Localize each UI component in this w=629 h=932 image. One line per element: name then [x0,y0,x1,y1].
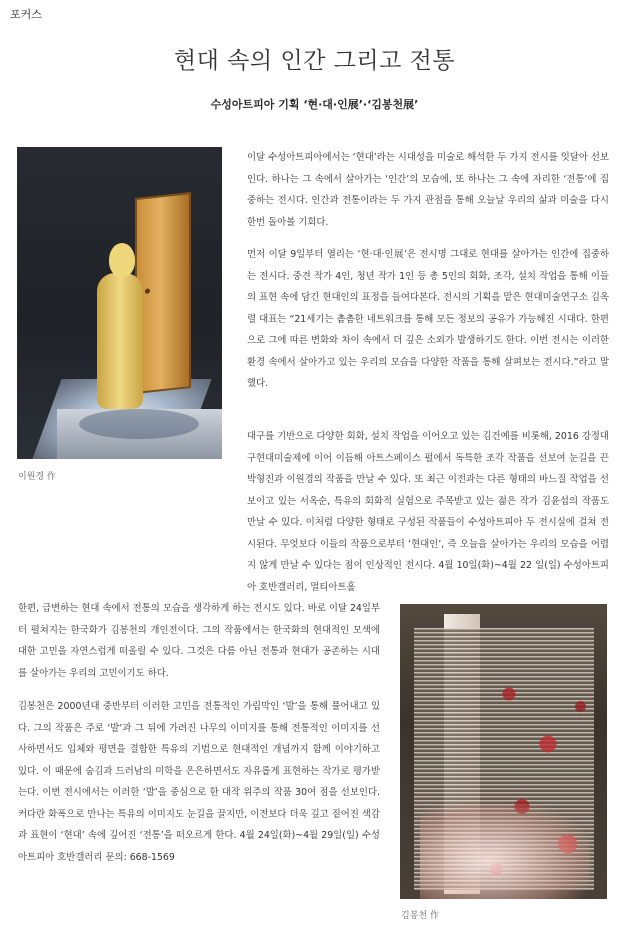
door-knob [145,288,150,294]
image-caption-1: 이원경 作 [18,472,56,482]
section-label: 포커스 [10,8,42,21]
article-title: 현대 속의 인간 그리고 전통 [173,48,456,74]
figure-shadow [79,409,199,439]
article-subtitle: 수성아트피아 기획 ‘현·대·인展’·‘김봉천展’ [210,98,419,111]
door-sculpture [135,192,191,394]
figure-body [97,273,143,409]
figure-head [109,243,135,277]
article1-paragraph-3: 대구를 기반으로 다양한 회화, 설치 작업을 이어오고 있는 김건예를 비롯해, 2016 강정대구현대미술제에 이어 이듬해 아트스페이스 펄에서 독특한 조각 작품을 선보여 눈길을 끈 박형진과 이원경의 작품을 만날 수 있다. 또 최근 이전과는 다른 형태의 바느질 작업을 선보이고 있는 서옥순, 특유의 회화적 실험으로 주목받고 있는 젊은 작가 김윤섭의 작품도 만날 수 있다. 이처럼 다양한 형태로 구성된 작품들이 수성아트피아 두 전시실에 걸쳐 전시된다. 무엇보다 이들의 작품으로부터 ‘현대인’, 즉 오늘을 살아가는 우리의 모습을 어렵지 않게 만날 수 있다는 점이 인상적인 전시다. 4월 10일(화)~4월 22 일(일) 수성아트피아 호반갤러리, 멀티아트홀 [247,431,609,593]
article1-paragraph-2: 먼저 이달 9일부터 열리는 ‘현·대·인展’은 전시명 그대로 현대를 살아가는 인간에 집중하는 전시다. 중견 작가 4인, 청년 작가 1인 등 총 5인의 회화, 조각, 설치 작업을 통해 이들의 표현 속에 담긴 현대인의 표정을 들여다본다. 전시의 기획을 맡은 현대미술연구소 김옥렬 대표는 “21세기는 촘촘한 네트워크를 통해 모든 정보의 공유가 가능해진 시대다. 한편으로 그에 따른 변화와 차이 속에서 더 깊은 소외가 발생하기도 한다. 이번 전시는 이러한 환경 속에서 살아가고 있는 우리의 모습을 다양한 작품을 통해 살펴보는 전시다.”라고 말했다. [247,249,609,389]
light-glow [420,804,590,899]
blind-painting-image [400,604,607,899]
article1-paragraph-1: 이달 수성아트피아에서는 ‘현대’라는 시대성을 미술로 해석한 두 가지 전시를 잇달아 선보인다. 하나는 그 속에서 살아가는 ‘인간’의 모습에, 또 하나는 그 속에 자리한 ‘전통’에 집중하는 전시다. 인간과 전통이라는 두 가지 관점을 통해 오늘날 우리의 삶과 미술을 다시 한번 돌아볼 기회다. [247,152,609,228]
article2-paragraph-1: 한편, 급변하는 현대 속에서 전통의 모습을 생각하게 하는 전시도 있다. 바로 이달 24일부터 펼쳐지는 한국화가 김봉천의 개인전이다. 그의 작품에서는 한국화의 현대적인 모색에 대한 고민을 자연스럽게 떠올릴 수 있다. 그것은 다름 아닌 전통과 현대가 공존하는 시대를 살아가는 우리의 고민이기도 하다. [18,603,380,679]
sculpture-artwork-image [17,147,222,459]
image-caption-2: 김봉천 作 [401,911,439,921]
article2-paragraph-2: 김봉천은 2000년대 중반부터 이러한 고민을 전통적인 가림막인 ‘발’을 통해 풀어내고 있다. 그의 작품은 주로 ‘발’과 그 뒤에 가려진 나무의 이미지를 통해 전통적인 이미지를 선사하면서도 입체와 평면을 결합한 특유의 기법으로 현대적인 개념까지 함께 이야기하고 있다. 이 때문에 숨김과 드러남의 미학을 은은하면서도 자유롭게 표현하는 작가로 평가받는다. 이번 전시에서는 이러한 ‘발’을 중심으로 한 대작 위주의 작품 30여 점을 선보인다. 커다란 화폭으로 만나는 특유의 이미지도 눈길을 끌지만, 이전보다 더욱 깊고 짙어진 색감과 표현이 ‘현대’ 속에 깊어진 ‘전통’을 떠오르게 한다. 4월 24일(화)~4월 29일(일) 수성아트피아 호반갤러리 문의: 668-1569 [18,701,380,863]
